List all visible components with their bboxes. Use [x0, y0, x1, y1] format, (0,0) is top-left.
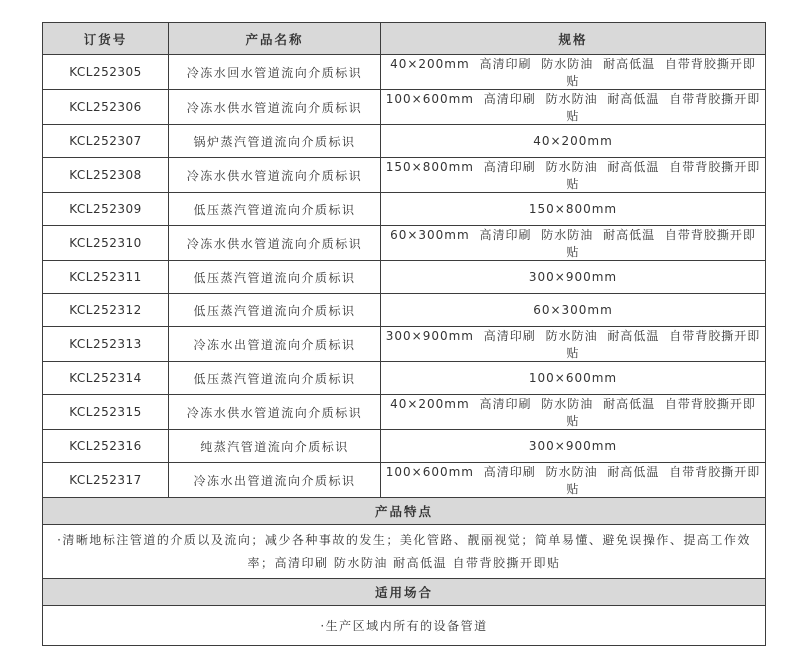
spec-cell: 100×600mm 高清印刷 防水防油 耐高低温 自带背胶撕开即贴 — [381, 90, 766, 125]
table-row — [43, 294, 766, 327]
occasions-section-title: 适用场合 — [43, 579, 766, 606]
order-no-cell: KCL252316 — [43, 430, 169, 463]
features-section-header-row — [43, 498, 766, 525]
product-name-cell: 锅炉蒸汽管道流向介质标识 — [169, 125, 381, 158]
spec-cell: 300×900mm — [381, 430, 766, 463]
spec-cell: 40×200mm 高清印刷 防水防油 耐高低温 自带背胶撕开即贴 — [381, 55, 766, 90]
spec-cell: 150×800mm 高清印刷 防水防油 耐高低温 自带背胶撕开即贴 — [381, 158, 766, 193]
product-name-cell: 低压蒸汽管道流向介质标识 — [169, 193, 381, 226]
table-row — [43, 90, 766, 125]
product-name-cell: 冷冻水供水管道流向介质标识 — [169, 226, 381, 261]
occasions-text: ·生产区域内所有的设备管道 — [43, 606, 766, 646]
table-row — [43, 395, 766, 430]
product-name-cell: 冷冻水回水管道流向介质标识 — [169, 55, 381, 90]
table-row — [43, 327, 766, 362]
order-no-cell: KCL252305 — [43, 55, 169, 90]
order-no-cell: KCL252310 — [43, 226, 169, 261]
product-name-cell: 冷冻水供水管道流向介质标识 — [169, 90, 381, 125]
order-no-cell: KCL252314 — [43, 362, 169, 395]
table-row — [43, 261, 766, 294]
product-name-cell: 冷冻水供水管道流向介质标识 — [169, 395, 381, 430]
table-row — [43, 158, 766, 193]
spec-cell: 100×600mm 高清印刷 防水防油 耐高低温 自带背胶撕开即贴 — [381, 463, 766, 498]
product-spec-table — [42, 22, 766, 646]
column-header-product-name: 产品名称 — [169, 23, 381, 55]
features-text: ·清晰地标注管道的介质以及流向；减少各种事故的发生；美化管路、靓丽视觉；简单易懂、避免误操作、提高工作效率；高清印刷 防水防油 耐高低温 自带背胶撕开即贴 — [43, 525, 766, 579]
table-row — [43, 430, 766, 463]
occasions-section-header-row — [43, 579, 766, 606]
spec-cell: 300×900mm 高清印刷 防水防油 耐高低温 自带背胶撕开即贴 — [381, 327, 766, 362]
product-name-cell: 低压蒸汽管道流向介质标识 — [169, 362, 381, 395]
table-row — [43, 362, 766, 395]
order-no-cell: KCL252306 — [43, 90, 169, 125]
spec-cell: 150×800mm — [381, 193, 766, 226]
table-row — [43, 226, 766, 261]
spec-cell: 100×600mm — [381, 362, 766, 395]
order-no-cell: KCL252312 — [43, 294, 169, 327]
product-name-cell: 低压蒸汽管道流向介质标识 — [169, 294, 381, 327]
table-row — [43, 125, 766, 158]
spec-cell: 60×300mm 高清印刷 防水防油 耐高低温 自带背胶撕开即贴 — [381, 226, 766, 261]
order-no-cell: KCL252307 — [43, 125, 169, 158]
occasions-content-row — [43, 606, 766, 646]
spec-cell: 300×900mm — [381, 261, 766, 294]
table-row — [43, 193, 766, 226]
spec-cell: 40×200mm 高清印刷 防水防油 耐高低温 自带背胶撕开即贴 — [381, 395, 766, 430]
spec-cell: 40×200mm — [381, 125, 766, 158]
order-no-cell: KCL252311 — [43, 261, 169, 294]
product-name-cell: 冷冻水供水管道流向介质标识 — [169, 158, 381, 193]
order-no-cell: KCL252315 — [43, 395, 169, 430]
features-section-title: 产品特点 — [43, 498, 766, 525]
column-header-spec: 规格 — [381, 23, 766, 55]
table-header-row — [43, 23, 766, 55]
features-content-row — [43, 525, 766, 579]
table-row — [43, 463, 766, 498]
product-name-cell: 纯蒸汽管道流向介质标识 — [169, 430, 381, 463]
order-no-cell: KCL252317 — [43, 463, 169, 498]
product-name-cell: 冷冻水出管道流向介质标识 — [169, 327, 381, 362]
table-row — [43, 55, 766, 90]
product-name-cell: 冷冻水出管道流向介质标识 — [169, 463, 381, 498]
order-no-cell: KCL252313 — [43, 327, 169, 362]
column-header-order-no: 订货号 — [43, 23, 169, 55]
order-no-cell: KCL252309 — [43, 193, 169, 226]
product-name-cell: 低压蒸汽管道流向介质标识 — [169, 261, 381, 294]
order-no-cell: KCL252308 — [43, 158, 169, 193]
spec-cell: 60×300mm — [381, 294, 766, 327]
